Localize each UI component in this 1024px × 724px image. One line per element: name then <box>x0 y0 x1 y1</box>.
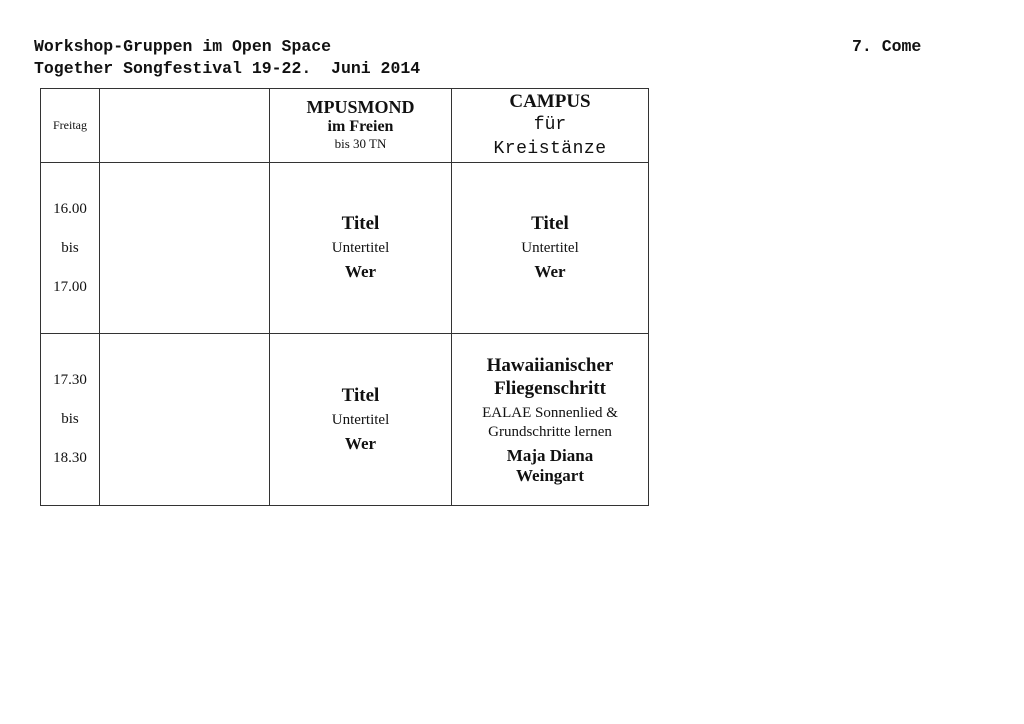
day-cell <box>41 89 100 163</box>
time-to: 17.00 <box>53 278 87 295</box>
time-cell <box>41 163 100 334</box>
session-title: Titel <box>341 384 380 406</box>
time-from: 17.30 <box>53 372 87 388</box>
session-cell <box>270 334 452 506</box>
column-a-name: MPUSMOND <box>306 97 415 117</box>
session-subtitle: Untertitel <box>521 240 579 256</box>
table-header-row <box>41 89 649 163</box>
column-header-b <box>452 89 649 163</box>
time-separator: bis <box>61 411 79 427</box>
column-a-capacity: bis 30 TN <box>334 136 387 151</box>
header-right-text: 7. Come <box>852 37 922 56</box>
session-cell <box>270 163 452 334</box>
session-subtitle: Untertitel <box>331 240 390 256</box>
time-separator: bis <box>61 239 79 256</box>
column-b-line2: für <box>533 114 567 135</box>
schedule-table <box>40 88 649 506</box>
table-row <box>41 334 649 506</box>
table-row <box>41 163 649 334</box>
column-header-a <box>270 89 452 163</box>
session-host: Wer <box>344 262 377 281</box>
time-from: 16.00 <box>53 200 87 217</box>
time-cell <box>41 334 100 506</box>
session-host: Wer <box>344 433 377 453</box>
session-title-line-2: Fliegenschritt <box>494 377 606 399</box>
session-cell <box>452 334 649 506</box>
session-subtitle: Untertitel <box>331 411 390 428</box>
session-description-line-1: EALAE Sonnenlied & <box>482 404 618 421</box>
empty-header-cell <box>100 89 270 163</box>
empty-cell <box>100 163 270 334</box>
session-title: Titel <box>341 213 380 234</box>
column-b-line3: Kreistänze <box>493 138 607 159</box>
day-label: Freitag <box>53 118 87 132</box>
session-title-line-1: Hawaiianischer <box>486 354 614 376</box>
session-title: Titel <box>531 213 569 234</box>
session-description-line-2: Grundschritte lernen <box>488 423 612 440</box>
title-line-1: Workshop-Gruppen im Open Space <box>34 37 332 56</box>
session-host: Wer <box>534 262 566 281</box>
session-cell <box>452 163 649 334</box>
time-to: 18.30 <box>53 450 87 466</box>
session-host-line-2: Weingart <box>516 465 584 485</box>
column-b-name: CAMPUS <box>509 90 591 112</box>
empty-cell <box>100 334 270 506</box>
title-line-2: Together Songfestival 19-22. Juni 2014 <box>34 59 421 78</box>
session-host-line-1: Maja Diana <box>506 445 594 465</box>
column-a-location: im Freien <box>327 118 394 135</box>
document-title <box>34 36 420 80</box>
